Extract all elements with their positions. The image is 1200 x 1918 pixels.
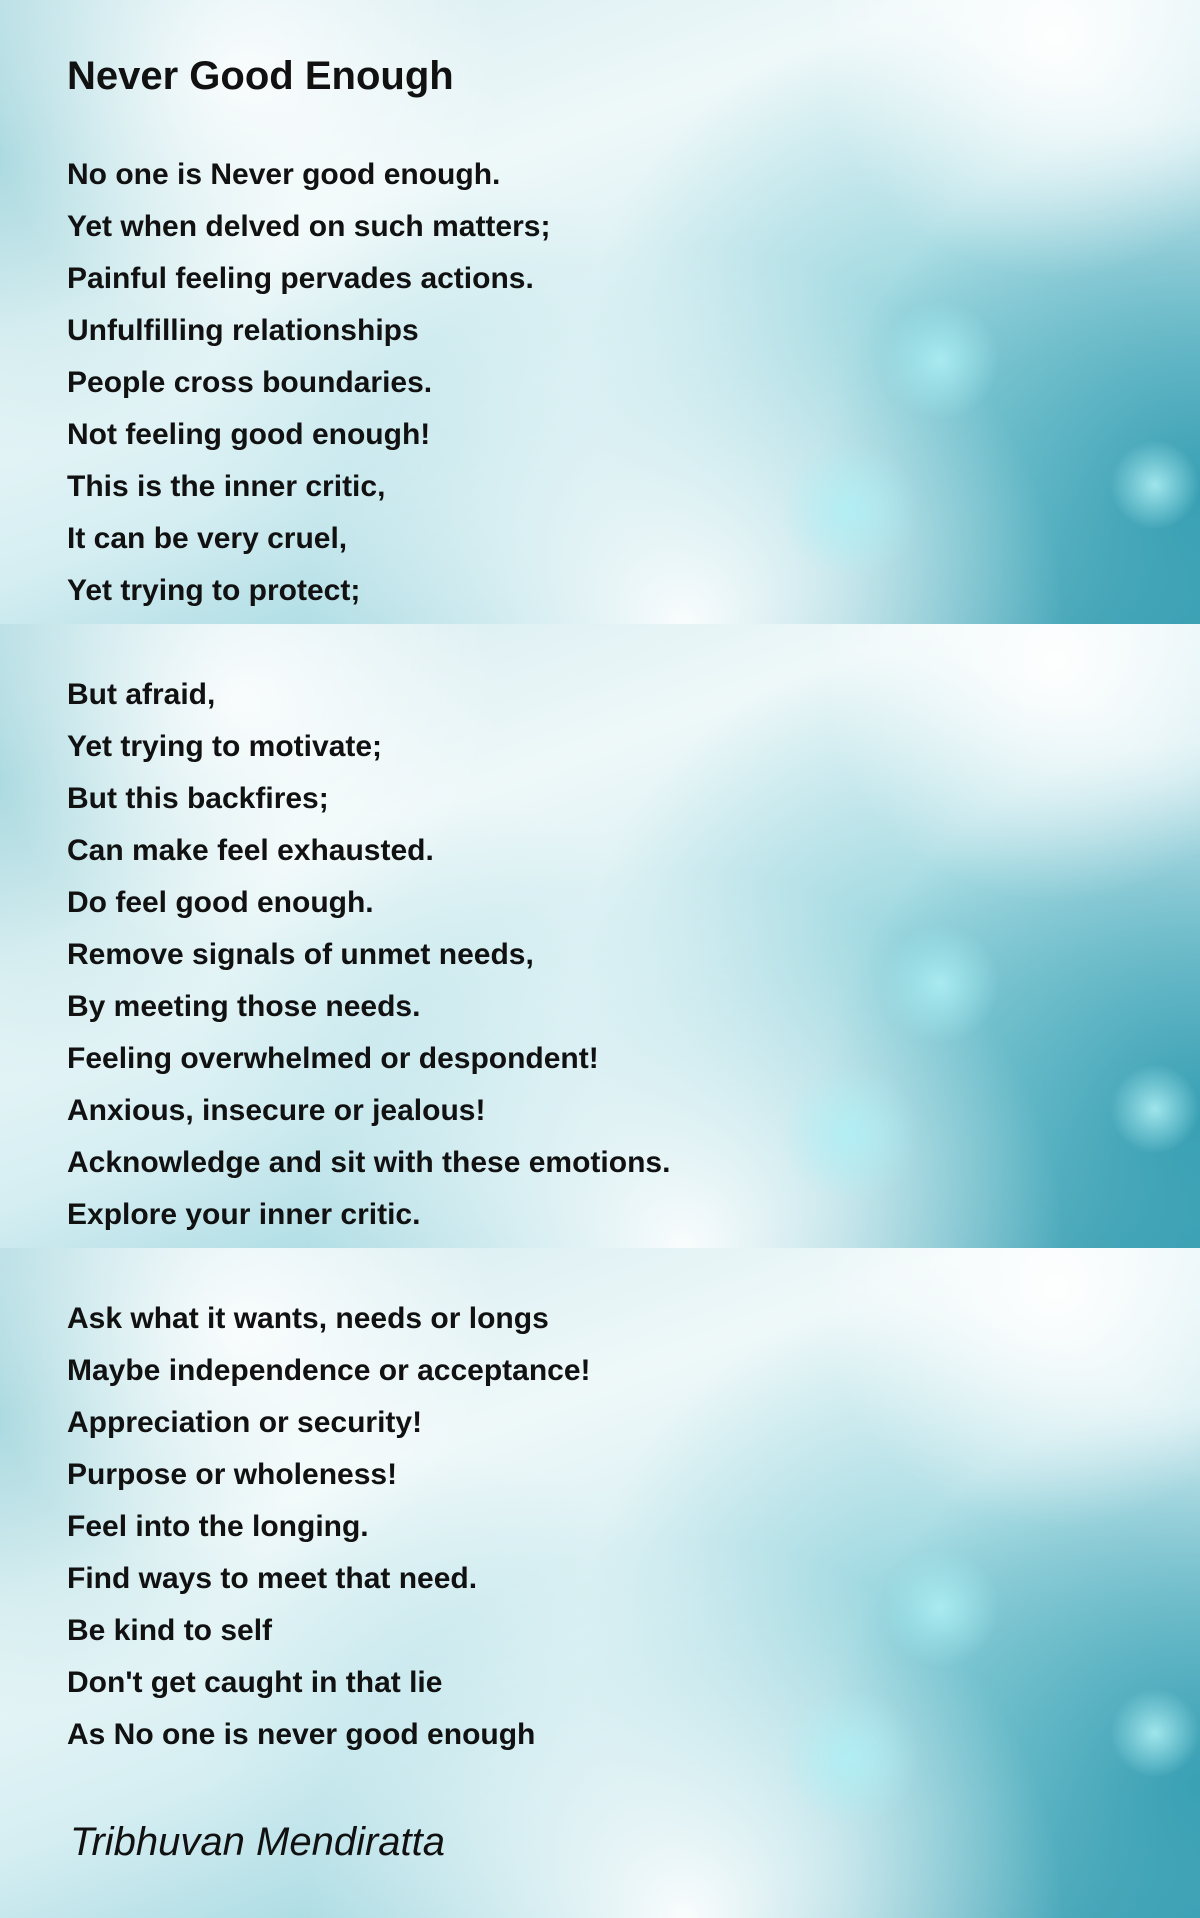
poem-line: Feel into the longing. xyxy=(67,1510,369,1543)
poem-line: Appreciation or security! xyxy=(67,1406,423,1439)
poem-line: Painful feeling pervades actions. xyxy=(67,262,534,295)
poem-line: Can make feel exhausted. xyxy=(67,834,434,867)
poem-line: Yet trying to protect; xyxy=(67,574,361,607)
poem-line: Remove signals of unmet needs, xyxy=(67,938,534,971)
poem-line: This is the inner critic, xyxy=(67,470,386,503)
poem-line: Explore your inner critic. xyxy=(67,1198,421,1231)
poem-line: As No one is never good enough xyxy=(67,1718,536,1751)
poem-line: Unfulfilling relationships xyxy=(67,314,419,347)
poem-line: Be kind to self xyxy=(67,1614,273,1647)
poem-line: Anxious, insecure or jealous! xyxy=(67,1094,486,1127)
poem-line: Do feel good enough. xyxy=(67,886,374,919)
poem-line: Ask what it wants, needs or longs xyxy=(67,1302,549,1335)
poem-line: No one is Never good enough. xyxy=(67,158,501,191)
poem-title: Never Good Enough xyxy=(67,54,454,98)
poem-line: But afraid, xyxy=(67,678,216,711)
poem-line: Acknowledge and sit with these emotions. xyxy=(67,1146,671,1179)
poem-author: Tribhuvan Mendiratta xyxy=(70,1820,445,1864)
poem-line: Find ways to meet that need. xyxy=(67,1562,478,1595)
poem-line: Not feeling good enough! xyxy=(67,418,431,451)
poem-line: It can be very cruel, xyxy=(67,522,348,555)
poem-line: Feeling overwhelmed or despondent! xyxy=(67,1042,599,1075)
poem-line: By meeting those needs. xyxy=(67,990,421,1023)
poem-line: People cross boundaries. xyxy=(67,366,433,399)
poem-line: Yet trying to motivate; xyxy=(67,730,383,763)
poem-line: Yet when delved on such matters; xyxy=(67,210,551,243)
poem-line: Maybe independence or acceptance! xyxy=(67,1354,591,1387)
poem-line: But this backfires; xyxy=(67,782,329,815)
poem-line: Don't get caught in that lie xyxy=(67,1666,443,1699)
poem-line: Purpose or wholeness! xyxy=(67,1458,398,1491)
